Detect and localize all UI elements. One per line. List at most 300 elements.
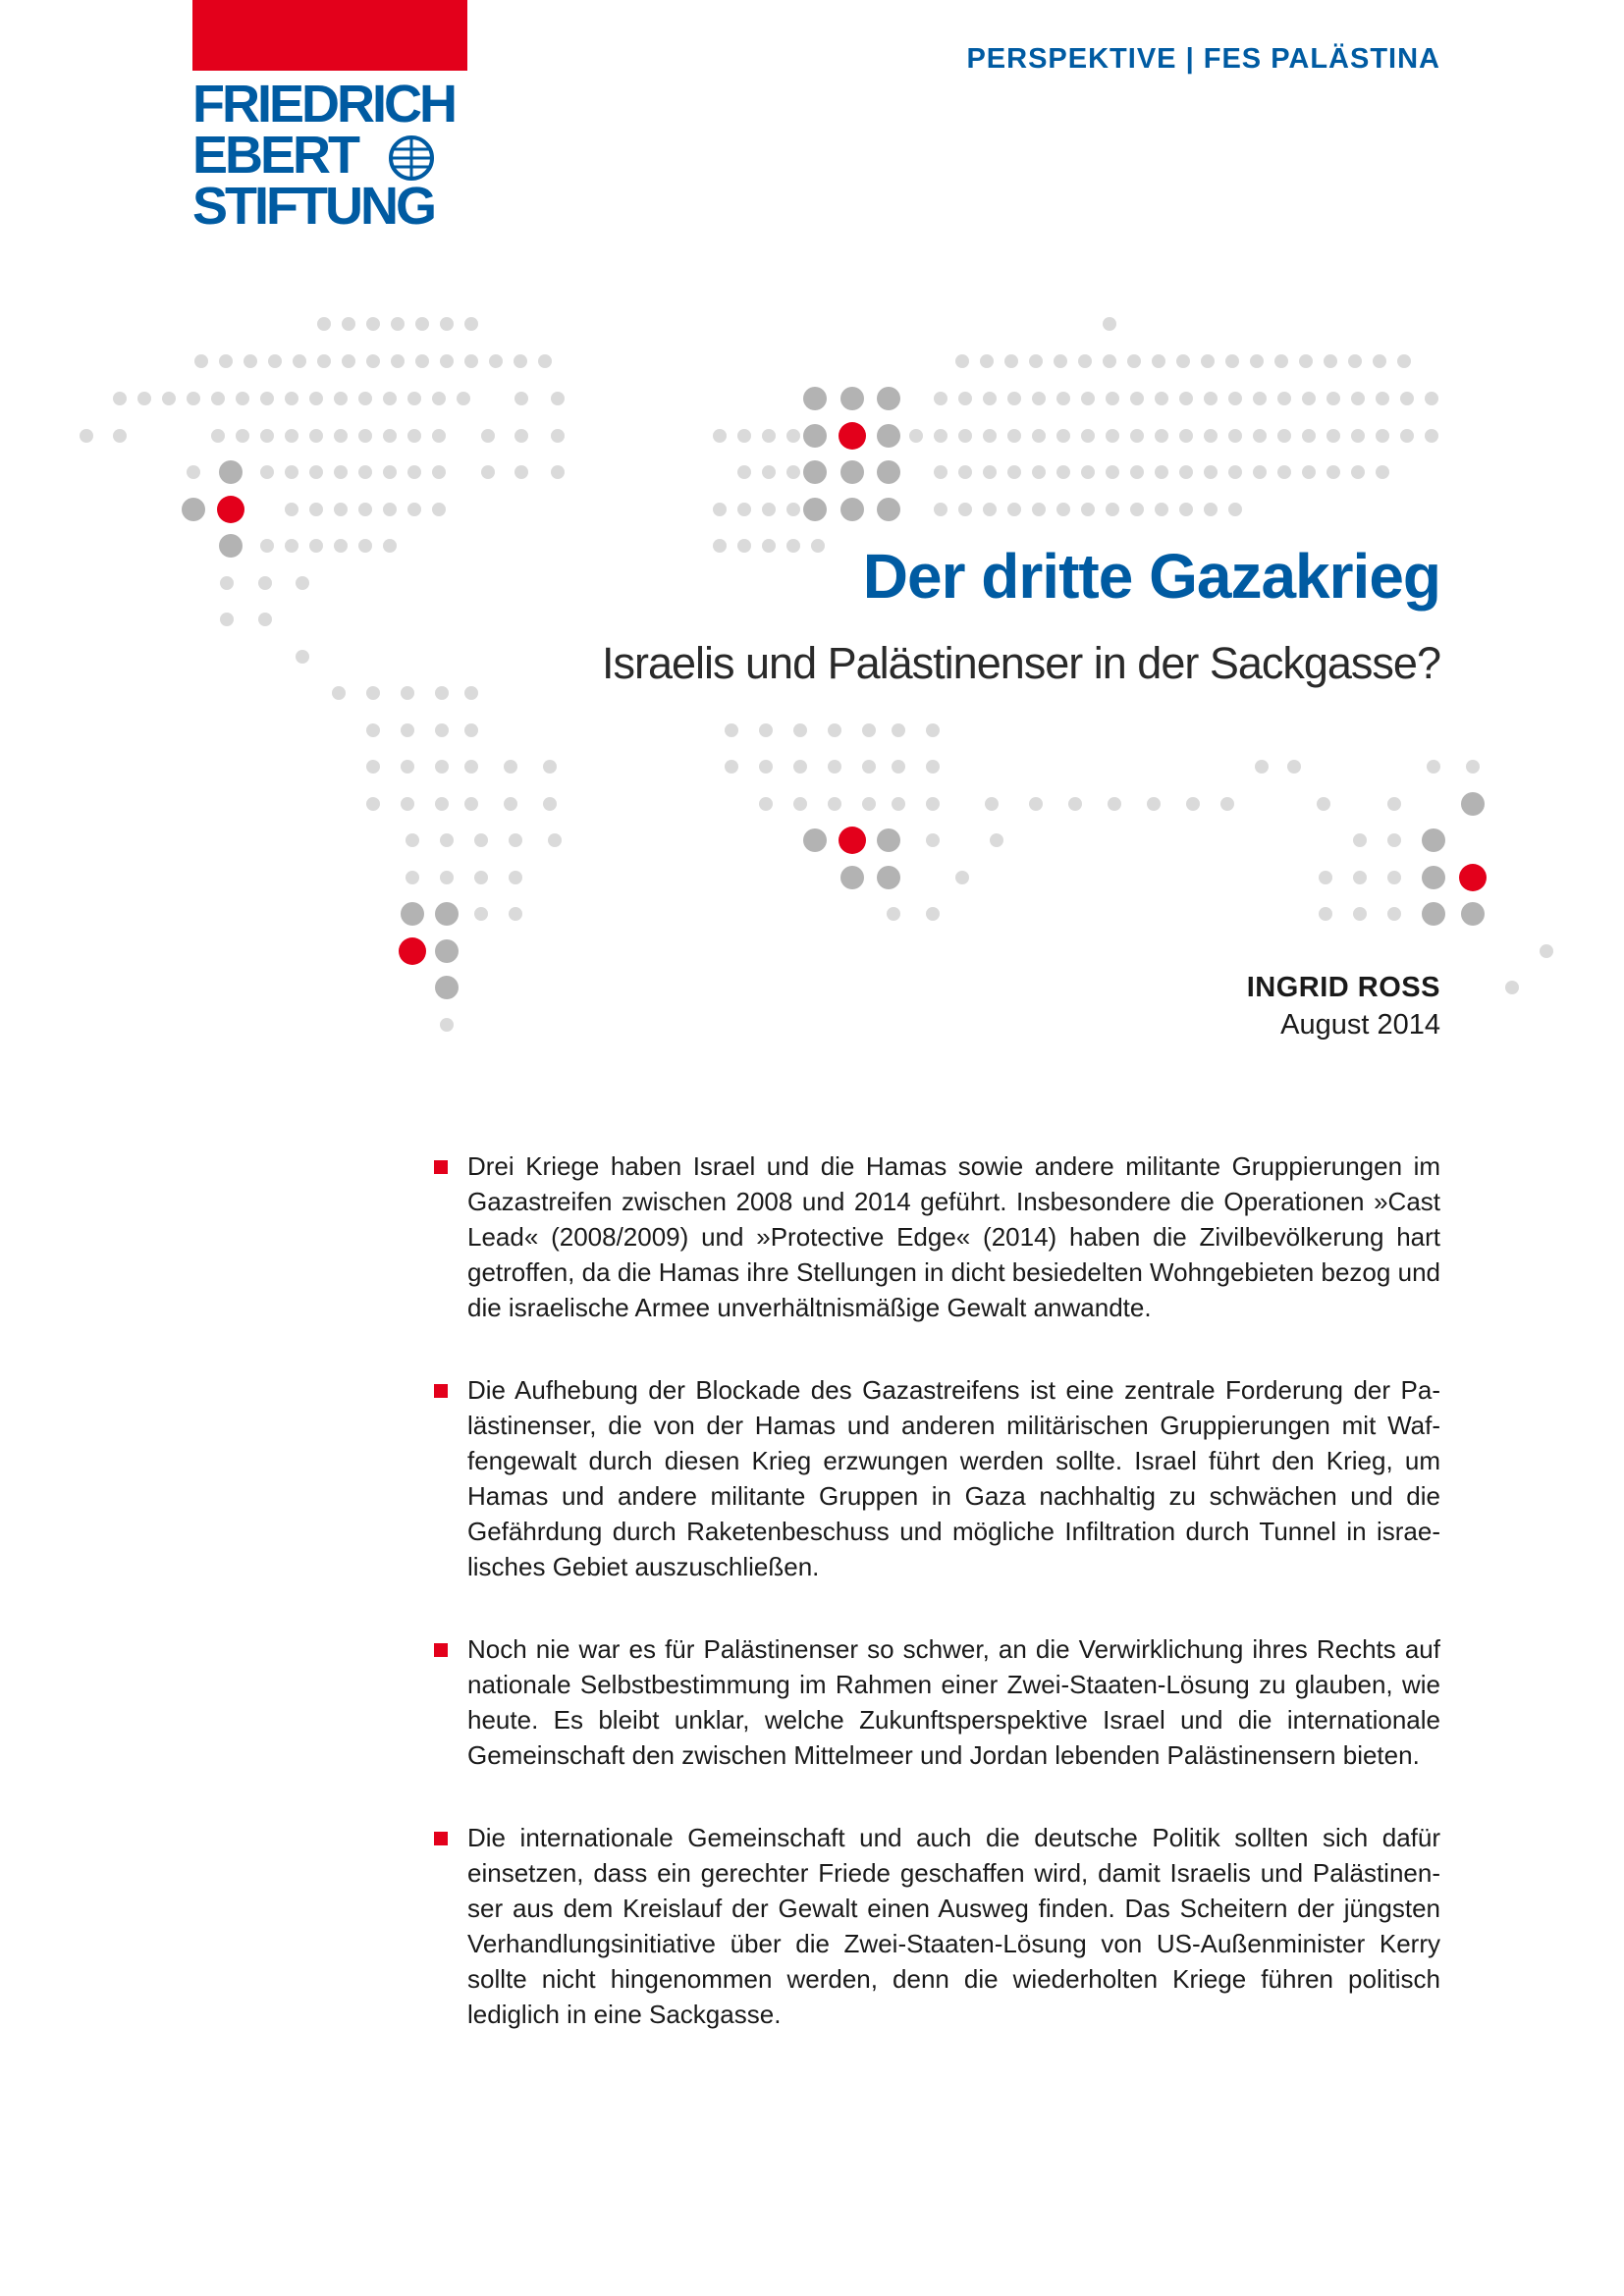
map-dot [840,460,864,484]
map-dot [1054,354,1067,368]
map-dot [1461,792,1485,816]
map-dot [786,503,800,516]
map-dot [1081,465,1095,479]
map-dot [1130,503,1144,516]
map-dot [1201,354,1215,368]
summary-bullet [432,1372,1440,1584]
map-dot [489,354,503,368]
map-dot [877,387,900,410]
map-dot [877,866,900,889]
map-dot [803,460,827,484]
map-dot [440,871,454,884]
map-dot [1147,797,1161,811]
map-dot [187,392,200,405]
map-dot [1108,797,1121,811]
map-dot [759,723,773,737]
map-dot [432,429,446,443]
map-dot [211,392,225,405]
map-dot [435,723,449,737]
map-dot [432,392,446,405]
map-dot [983,465,997,479]
series-label: PERSPEKTIVE | FES PALÄSTINA [966,43,1440,75]
map-dot [440,354,454,368]
map-dot [358,503,372,516]
map-dot [538,354,552,368]
map-dot [211,429,225,443]
map-dot [1253,465,1267,479]
map-dot [415,317,429,331]
map-dot [334,465,348,479]
map-dot [1081,503,1095,516]
map-dot [260,392,274,405]
map-dot [464,797,478,811]
map-dot [877,424,900,448]
map-dot [762,539,776,553]
map-dot [1081,392,1095,405]
map-dot [435,902,459,926]
map-dot [383,429,397,443]
map-dot [1056,465,1070,479]
map-dot [803,498,827,521]
map-dot [260,429,274,443]
map-dot [260,539,274,553]
map-dot [1351,465,1365,479]
map-dot [1466,760,1480,774]
map-dot [435,939,459,963]
map-dot [407,503,421,516]
map-dot [309,392,323,405]
map-dot [236,429,249,443]
map-dot [391,354,405,368]
map-dot [137,392,151,405]
map-dot [990,833,1003,847]
map-dot [762,503,776,516]
map-dot [244,354,257,368]
map-dot [435,797,449,811]
map-dot [1179,465,1193,479]
logo-line-2: EBERT [192,126,358,185]
map-dot [399,937,426,965]
summary-bullet [432,1631,1440,1773]
map-dot [504,797,517,811]
map-dot [509,833,522,847]
map-dot [1324,354,1337,368]
map-dot [985,797,999,811]
map-dot [1007,465,1021,479]
map-dot [1056,429,1070,443]
summary-bullet-list [432,1148,1440,2079]
map-dot [1204,392,1218,405]
map-dot [1204,429,1218,443]
map-dot [366,797,380,811]
map-dot [464,686,478,700]
map-dot [1351,392,1365,405]
map-dot [514,354,527,368]
map-dot [514,429,528,443]
logo-line-1: FRIEDRICH [192,75,455,133]
map-dot [862,723,876,737]
red-square-bullet-icon [434,1384,448,1398]
map-dot [1130,392,1144,405]
map-dot [926,723,940,737]
map-dot [1317,797,1330,811]
map-dot [474,907,488,921]
map-dot [1068,797,1082,811]
map-dot [543,760,557,774]
map-dot [435,686,449,700]
map-dot [1422,866,1445,889]
map-dot [401,686,414,700]
map-dot [1326,392,1340,405]
summary-bullet-text: Noch nie war es für Palästinenser so schwer, an die Verwirklichung ihres Rechts auf nationale Selbstbestimmung im Rahmen einer Zwei-Staaten-Lösung zu glauben, wie heute. Es bleibt unklar, welche Zukunftsperspektive Israel und die internationale Gemeinschaft den zwischen Mittelmeer und Jordan lebenden Palästinensern bieten. [467,1634,1440,1770]
publication-date: August 2014 [1280,1009,1440,1041]
map-dot [194,354,208,368]
map-dot [332,686,346,700]
map-dot [1461,902,1485,926]
logo-line-3: STIFTUNG [192,177,434,236]
map-dot [1179,392,1193,405]
map-dot [113,392,127,405]
map-dot [862,760,876,774]
map-dot [219,460,243,484]
map-dot [358,465,372,479]
map-dot [1078,354,1092,368]
map-dot [464,760,478,774]
map-dot [1032,429,1046,443]
map-dot [432,503,446,516]
map-dot [1376,465,1389,479]
map-dot [514,465,528,479]
map-dot [862,797,876,811]
map-dot [1155,465,1168,479]
map-dot [828,797,841,811]
map-dot [892,797,905,811]
map-dot [1220,797,1234,811]
map-dot [474,871,488,884]
map-dot [1103,317,1116,331]
summary-bullet-text: Die internationale Gemeinschaft und auch die deutsche Politik sollten sich dafür einsetzen, dass ein gerechter Friede geschaffen wird, damit Israelis und Palästinenser aus dem Kreislauf der Gewalt einen Ausweg finden. Das Scheitern der jüngsten Verhandlungsinitiative über die Zwei-Staaten-Lösung von US-Außenminister Kerry sollte nicht hingenommen werden, denn die wiederholten Kriege führen politisch lediglich in eine Sackgasse. [467,1823,1440,2029]
document-title: Der dritte Gazakrieg [862,541,1440,612]
map-dot [839,827,866,854]
map-dot [1029,354,1043,368]
map-dot [803,424,827,448]
map-dot [793,797,807,811]
map-dot [1277,392,1291,405]
map-dot [1225,354,1239,368]
map-dot [1348,354,1362,368]
map-dot [296,576,309,590]
map-dot [1540,944,1553,958]
map-dot [1106,465,1119,479]
map-dot [1255,760,1269,774]
map-dot [1186,797,1200,811]
map-dot [366,354,380,368]
map-dot [440,317,454,331]
map-dot [828,760,841,774]
map-dot [551,465,565,479]
map-dot [509,907,522,921]
map-dot [1179,429,1193,443]
map-dot [435,976,459,999]
map-dot [759,760,773,774]
map-dot [260,465,274,479]
map-dot [481,429,495,443]
map-dot [406,871,419,884]
map-dot [1007,392,1021,405]
map-dot [737,503,751,516]
map-dot [440,1018,454,1032]
map-dot [713,539,727,553]
map-dot [934,503,947,516]
map-dot [219,534,243,558]
map-dot [1387,871,1401,884]
map-dot [457,392,470,405]
map-dot [1353,833,1367,847]
map-dot [1155,503,1168,516]
map-dot [1505,981,1519,994]
map-dot [1204,503,1218,516]
map-dot [187,465,200,479]
map-dot [1353,907,1367,921]
map-dot [509,871,522,884]
map-dot [1152,354,1165,368]
map-dot [219,354,233,368]
map-dot [342,354,355,368]
map-dot [285,465,298,479]
map-dot [762,429,776,443]
map-dot [1302,465,1316,479]
map-dot [1155,429,1168,443]
map-dot [334,392,348,405]
map-dot [1319,871,1332,884]
map-dot [1274,354,1288,368]
map-dot [162,392,176,405]
map-dot [309,503,323,516]
map-dot [1228,429,1242,443]
map-dot [440,833,454,847]
map-dot [1228,503,1242,516]
map-dot [317,317,331,331]
map-dot [113,429,127,443]
map-dot [1032,465,1046,479]
map-dot [415,354,429,368]
map-dot [934,429,947,443]
map-dot [892,760,905,774]
map-dot [759,797,773,811]
map-dot [1179,503,1193,516]
map-dot [892,723,905,737]
map-dot [285,429,298,443]
map-dot [926,760,940,774]
map-dot [1400,429,1414,443]
summary-bullet [432,1820,1440,2032]
map-dot [803,828,827,852]
map-dot [551,429,565,443]
map-dot [955,871,969,884]
map-dot [1155,392,1168,405]
map-dot [1228,465,1242,479]
map-dot [1422,828,1445,852]
map-dot [342,317,355,331]
map-dot [406,833,419,847]
map-dot [407,429,421,443]
map-dot [309,429,323,443]
red-square-bullet-icon [434,1160,448,1174]
map-dot [803,387,827,410]
map-dot [258,576,272,590]
map-dot [926,833,940,847]
map-dot [358,539,372,553]
map-dot [366,686,380,700]
map-dot [285,503,298,516]
map-dot [383,503,397,516]
map-dot [334,539,348,553]
map-dot [504,760,517,774]
map-dot [1319,907,1332,921]
map-dot [725,760,738,774]
map-dot [983,392,997,405]
summary-bullet-text: Die Aufhebung der Blockade des Gazastreifens ist eine zentrale Forderung der Palästinenser, die von der Hamas und anderen militärischen Gruppierungen mit Waffengewalt durch diesen Krieg erzwungen werden sollte. Israel führt den Krieg, um Hamas und andere militante Gruppen in Gaza nachhaltig zu schwächen und die Gefährdung durch Raketenbeschuss und mögliche Infiltration durch Tunnel in israelisches Gebiet auszuschließen. [467,1375,1440,1581]
map-dot [839,422,866,450]
map-dot [1032,392,1046,405]
map-dot [1425,392,1438,405]
map-dot [481,465,495,479]
map-dot [285,392,298,405]
map-dot [1204,465,1218,479]
map-dot [725,723,738,737]
map-dot [793,723,807,737]
document-subtitle: Israelis und Palästinenser in der Sackgasse? [601,638,1440,688]
map-dot [1427,760,1440,774]
map-dot [1253,392,1267,405]
map-dot [1056,503,1070,516]
map-dot [786,539,800,553]
map-dot [334,503,348,516]
map-dot [407,465,421,479]
map-dot [285,539,298,553]
map-dot [391,317,405,331]
map-dot [317,354,331,368]
map-dot [1397,354,1411,368]
map-dot [1056,392,1070,405]
red-square-bullet-icon [434,1643,448,1657]
map-dot [1425,429,1438,443]
map-dot [514,392,528,405]
map-dot [934,465,947,479]
map-dot [1007,429,1021,443]
map-dot [1326,429,1340,443]
map-dot [1353,871,1367,884]
map-dot [1277,465,1291,479]
map-dot [1253,429,1267,443]
map-dot [309,465,323,479]
map-dot [401,797,414,811]
map-dot [1387,907,1401,921]
map-dot [1130,429,1144,443]
map-dot [840,866,864,889]
map-dot [909,429,923,443]
map-dot [1326,465,1340,479]
map-dot [1422,902,1445,926]
map-dot [407,392,421,405]
map-dot [762,465,776,479]
map-dot [840,498,864,521]
map-dot [464,723,478,737]
map-dot [401,902,424,926]
map-dot [1081,429,1095,443]
map-dot [551,392,565,405]
map-dot [358,392,372,405]
map-dot [474,833,488,847]
map-dot [983,429,997,443]
summary-bullet-text: Drei Kriege haben Israel und die Hamas sowie andere militante Gruppierungen im Gazastreifen zwischen 2008 und 2014 geführt. Insbesondere die Operationen »Cast Lead« (2008/2009) und »Protective Edge« (2014) haben die Zivilbevölkerung hart getroffen, da die Hamas ihre Stellungen in dicht besiedelten Wohngebieten bezog und die israelische Armee unverhältnismäßige Gewalt anwandte. [467,1151,1440,1322]
map-dot [840,387,864,410]
red-square-bullet-icon [434,1832,448,1845]
map-dot [737,429,751,443]
map-dot [958,392,972,405]
map-dot [548,833,562,847]
summary-bullet [432,1148,1440,1325]
map-dot [1228,392,1242,405]
map-dot [1376,429,1389,443]
map-dot [926,907,940,921]
map-dot [401,723,414,737]
map-dot [383,539,397,553]
map-dot [464,317,478,331]
map-dot [983,503,997,516]
map-dot [309,539,323,553]
map-dot [828,723,841,737]
map-dot [1302,392,1316,405]
map-dot [1277,429,1291,443]
map-dot [1351,429,1365,443]
map-dot [182,498,205,521]
map-dot [217,496,244,523]
map-dot [1299,354,1313,368]
map-dot [877,828,900,852]
map-dot [1459,864,1487,891]
map-dot [236,392,249,405]
map-dot [258,613,272,626]
map-dot [543,797,557,811]
map-dot [887,907,900,921]
map-dot [958,503,972,516]
map-dot [811,539,825,553]
map-dot [934,392,947,405]
map-dot [464,354,478,368]
map-dot [1106,392,1119,405]
map-dot [1127,354,1141,368]
map-dot [358,429,372,443]
map-dot [432,465,446,479]
map-dot [877,498,900,521]
map-dot [1106,503,1119,516]
map-dot [383,392,397,405]
map-dot [366,317,380,331]
map-dot [958,429,972,443]
map-dot [435,760,449,774]
map-dot [1387,833,1401,847]
map-dot [1287,760,1301,774]
map-dot [1373,354,1386,368]
map-dot [1004,354,1018,368]
map-dot [955,354,969,368]
map-dot [1387,797,1401,811]
map-dot [786,429,800,443]
map-dot [1130,465,1144,479]
map-dot [220,576,234,590]
map-dot [296,650,309,664]
